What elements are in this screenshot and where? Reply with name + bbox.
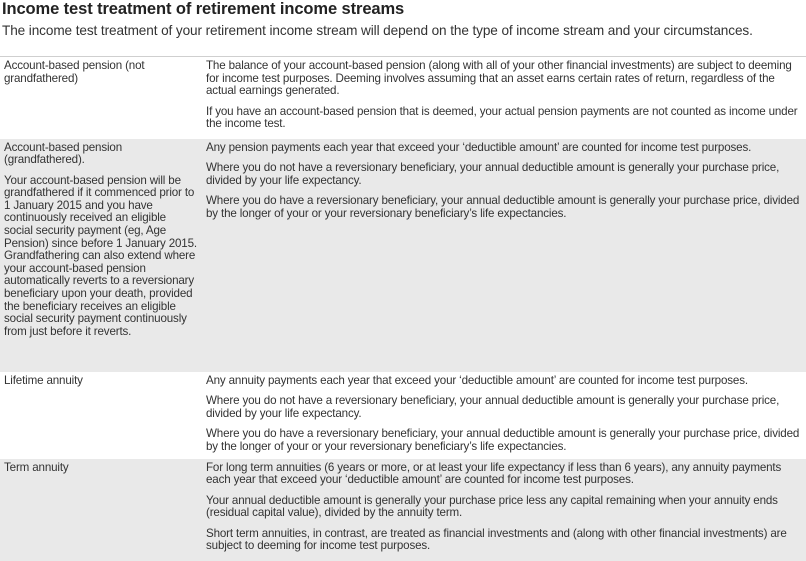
row-paragraph: Where you do not have a reversionary beneficiary, your annual deductible amount is generally your purchase price, divided by your life expectancy. bbox=[206, 161, 780, 187]
row-paragraph: Short term annuities, in contrast, are treated as financial investments and (along with other financial investments) are subject to deeming for income test purposes. bbox=[206, 526, 787, 553]
intro-text: The income test treatment of your retirement income stream will depend on the type of income stream and your circumstances. bbox=[2, 23, 753, 38]
row-label-cell bbox=[0, 372, 201, 459]
table-row-account-based-not-grandfathered bbox=[0, 57, 806, 139]
row-label: Account-based pension (not grandfathered) bbox=[4, 59, 145, 85]
table-row-account-based-grandfathered bbox=[0, 139, 806, 372]
row-description-cell bbox=[201, 139, 806, 372]
row-description-cell bbox=[201, 57, 806, 139]
table-row-term-annuity bbox=[0, 459, 806, 561]
row-paragraph: Your annual deductible amount is generally your purchase price less any capital remaining when your annuity ends (residual capital value), divided by the annuity term. bbox=[206, 493, 778, 520]
row-paragraph: Where you do have a reversionary beneficiary, your annual deductible amount is generally your purchase price, divided by the longer of your or your reversionary beneficiary’s life expectancies. bbox=[206, 194, 800, 220]
page-title: Income test treatment of retirement income streams bbox=[2, 0, 405, 18]
row-label-cell bbox=[0, 139, 201, 372]
row-paragraph: Any annuity payments each year that exceed your ‘deductible amount’ are counted for income test purposes. bbox=[206, 373, 748, 387]
row-paragraph: Where you do have a reversionary beneficiary, your annual deductible amount is generally your purchase price, divided by the longer of your or your reversionary beneficiary’s life expectancies. bbox=[206, 427, 800, 453]
row-description-cell bbox=[201, 372, 806, 459]
table-row-lifetime-annuity bbox=[0, 372, 806, 459]
row-paragraph: For long term annuities (6 years or more, or at least your life expectancy if less than 6 years), any annuity payments each year that exceed your ‘deductible amount’ are counted for income test purposes. bbox=[206, 460, 782, 487]
row-paragraph: The balance of your account-based pension (along with all of your other financial investments) are subject to deeming for income test purposes. Deeming involves assuming that an asset earns certain rates of return, regardless of the actual earnings generated. bbox=[206, 59, 792, 98]
row-paragraph: Any pension payments each year that exceed your ‘deductible amount’ are counted for income test purposes. bbox=[206, 140, 752, 154]
income-test-table bbox=[0, 56, 806, 561]
row-description-cell bbox=[201, 459, 806, 561]
row-paragraph: If you have an account-based pension that is deemed, your actual pension payments are not counted as income under the income test. bbox=[206, 104, 798, 131]
row-label: Lifetime annuity bbox=[4, 373, 83, 387]
row-label-note: Your account-based pension will be grandfathered if it commenced prior to 1 January 2015 and you have continuously received an eligible social security payment (eg, Age Pension) since before 1 January 2015. Grandfathering can also extend where your account-based pension automatically reverts to a reversionary beneficiary upon your death, provided the beneficiary receives an eligible social security payment continuously from just before it reverts. bbox=[4, 173, 197, 338]
row-label-cell bbox=[0, 57, 201, 139]
row-label: Term annuity bbox=[4, 460, 69, 474]
row-paragraph: Where you do not have a reversionary beneficiary, your annual deductible amount is generally your purchase price, divided by your life expectancy. bbox=[206, 394, 780, 420]
row-label-cell bbox=[0, 459, 201, 561]
row-label: Account-based pension (grandfathered). bbox=[4, 140, 123, 167]
